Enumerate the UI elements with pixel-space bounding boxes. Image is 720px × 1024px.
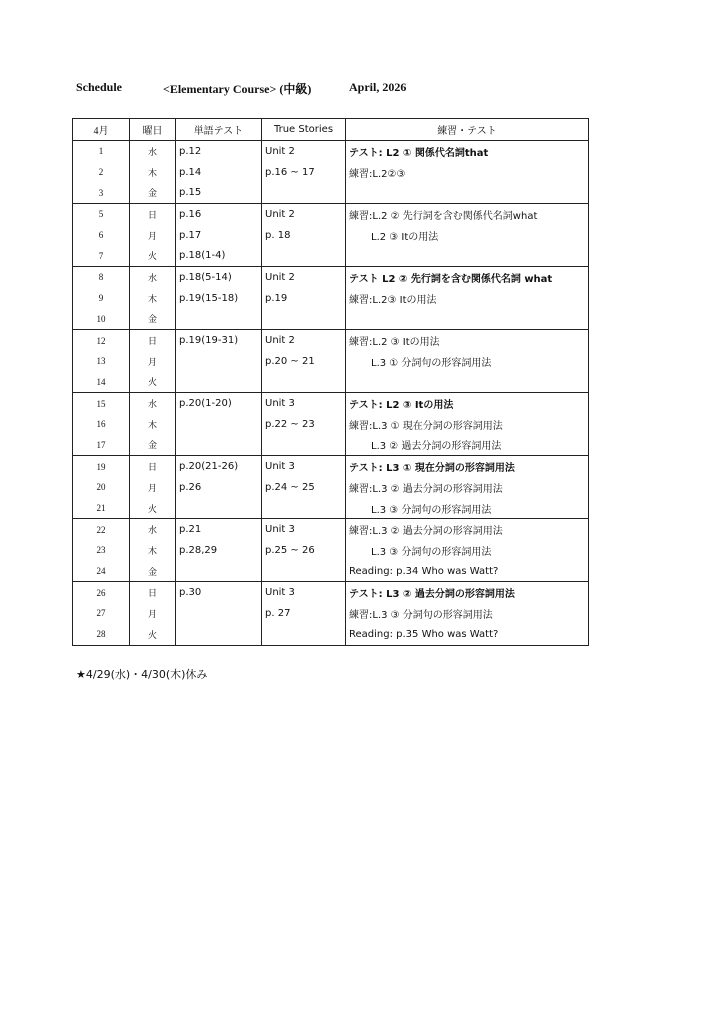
table-row — [73, 351, 589, 372]
table-row — [73, 456, 589, 477]
table-row — [73, 477, 589, 498]
true-stories-cell: p. 18 — [262, 225, 346, 246]
weekday-cell: 月 — [130, 603, 176, 624]
vocab-test-cell — [176, 351, 262, 372]
true-stories-cell: p.20 ~ 21 — [262, 351, 346, 372]
date-cell: 19 — [73, 456, 130, 477]
weekday-cell: 日 — [130, 204, 176, 225]
date-cell: 10 — [73, 309, 130, 330]
weekday-cell: 月 — [130, 351, 176, 372]
date-cell: 12 — [73, 330, 130, 351]
date-cell: 14 — [73, 372, 130, 393]
weekday-cell: 水 — [130, 519, 176, 540]
table-row — [73, 393, 589, 414]
weekday-cell: 火 — [130, 498, 176, 519]
true-stories-cell: Unit 3 — [262, 393, 346, 414]
true-stories-cell — [262, 182, 346, 203]
table-row — [73, 498, 589, 519]
practice-cell: テスト L2 ② 先行詞を含む関係代名詞 what — [346, 267, 589, 288]
vocab-test-cell: p.16 — [176, 204, 262, 225]
weekday-cell: 日 — [130, 456, 176, 477]
holiday-note: ★4/29(水)・4/30(木)休み — [76, 668, 208, 681]
date-cell: 22 — [73, 519, 130, 540]
date-cell: 26 — [73, 582, 130, 603]
date-cell: 2 — [73, 162, 130, 183]
course-title: <Elementary Course> (中級) — [163, 82, 312, 96]
table-header-row — [73, 119, 589, 141]
weekday-cell: 金 — [130, 435, 176, 456]
vocab-test-cell — [176, 372, 262, 393]
practice-cell: L.3 ③ 分詞句の形容詞用法 — [346, 540, 589, 561]
table-row — [73, 435, 589, 456]
weekday-cell: 日 — [130, 582, 176, 603]
header-vocab-test: 単語テスト — [176, 119, 262, 141]
practice-cell — [346, 372, 589, 393]
date-cell: 13 — [73, 351, 130, 372]
true-stories-cell — [262, 624, 346, 645]
vocab-test-cell: p.18(1-4) — [176, 245, 262, 266]
vocab-test-cell: p.18(5-14) — [176, 267, 262, 288]
date-cell: 17 — [73, 435, 130, 456]
practice-cell — [346, 309, 589, 330]
date-cell: 28 — [73, 624, 130, 645]
true-stories-cell: p.19 — [262, 288, 346, 309]
vocab-test-cell: p.28,29 — [176, 540, 262, 561]
table-row — [73, 162, 589, 183]
table-row — [73, 519, 589, 540]
vocab-test-cell — [176, 414, 262, 435]
weekday-cell: 水 — [130, 393, 176, 414]
practice-cell: L.3 ③ 分詞句の形容詞用法 — [346, 498, 589, 519]
date-cell: 3 — [73, 182, 130, 203]
practice-cell: 練習:L.2 ② 先行詞を含む関係代名詞what — [346, 204, 589, 225]
header-true-stories: True Stories — [262, 119, 346, 141]
vocab-test-cell: p.14 — [176, 162, 262, 183]
weekday-cell: 金 — [130, 309, 176, 330]
vocab-test-cell: p.17 — [176, 225, 262, 246]
vocab-test-cell — [176, 561, 262, 582]
table-row — [73, 182, 589, 203]
true-stories-cell: p.25 ~ 26 — [262, 540, 346, 561]
vocab-test-cell: p.15 — [176, 182, 262, 203]
true-stories-cell: p.16 ~ 17 — [262, 162, 346, 183]
practice-cell: 練習:L.3 ③ 分詞句の形容詞用法 — [346, 603, 589, 624]
vocab-test-cell: p.21 — [176, 519, 262, 540]
month-label: April, 2026 — [349, 80, 407, 94]
practice-cell: 練習:L.2 ③ Itの用法 — [346, 330, 589, 351]
schedule-body — [73, 141, 589, 646]
weekday-cell: 日 — [130, 330, 176, 351]
practice-cell: L.3 ① 分詞句の形容詞用法 — [346, 351, 589, 372]
table-row — [73, 204, 589, 225]
table-row — [73, 624, 589, 645]
table-row — [73, 582, 589, 603]
practice-cell: テスト: L3 ① 現在分詞の形容詞用法 — [346, 456, 589, 477]
vocab-test-cell: p.20(21-26) — [176, 456, 262, 477]
true-stories-cell — [262, 309, 346, 330]
weekday-cell: 木 — [130, 540, 176, 561]
weekday-cell: 月 — [130, 477, 176, 498]
true-stories-cell — [262, 435, 346, 456]
true-stories-cell: Unit 2 — [262, 330, 346, 351]
table-row — [73, 225, 589, 246]
weekday-cell: 火 — [130, 372, 176, 393]
weekday-cell: 月 — [130, 225, 176, 246]
true-stories-cell: p.24 ~ 25 — [262, 477, 346, 498]
true-stories-cell — [262, 372, 346, 393]
date-cell: 20 — [73, 477, 130, 498]
table-row — [73, 372, 589, 393]
header-weekday: 曜日 — [130, 119, 176, 141]
true-stories-cell: Unit 2 — [262, 267, 346, 288]
vocab-test-cell: p.26 — [176, 477, 262, 498]
vocab-test-cell: p.19(15-18) — [176, 288, 262, 309]
practice-cell: 練習:L.3 ① 現在分詞の形容詞用法 — [346, 414, 589, 435]
weekday-cell: 水 — [130, 141, 176, 162]
practice-cell: テスト: L2 ③ Itの用法 — [346, 393, 589, 414]
vocab-test-cell: p.19(19-31) — [176, 330, 262, 351]
weekday-cell: 木 — [130, 162, 176, 183]
table-row — [73, 267, 589, 288]
table-row — [73, 309, 589, 330]
practice-cell — [346, 182, 589, 203]
true-stories-cell: p.22 ~ 23 — [262, 414, 346, 435]
header-practice-test: 練習・テスト — [346, 119, 589, 141]
table-row — [73, 414, 589, 435]
practice-cell: 練習:L.2②③ — [346, 162, 589, 183]
header-label: Schedule — [76, 80, 123, 94]
vocab-test-cell — [176, 309, 262, 330]
date-cell: 5 — [73, 204, 130, 225]
true-stories-cell: Unit 2 — [262, 141, 346, 162]
date-cell: 6 — [73, 225, 130, 246]
date-cell: 7 — [73, 245, 130, 266]
weekday-cell: 火 — [130, 624, 176, 645]
true-stories-cell — [262, 245, 346, 266]
date-cell: 9 — [73, 288, 130, 309]
date-cell: 8 — [73, 267, 130, 288]
date-cell: 16 — [73, 414, 130, 435]
weekday-cell: 金 — [130, 561, 176, 582]
table-row — [73, 540, 589, 561]
date-cell: 1 — [73, 141, 130, 162]
true-stories-cell: p. 27 — [262, 603, 346, 624]
table-row — [73, 245, 589, 266]
practice-cell: テスト: L3 ② 過去分詞の形容詞用法 — [346, 582, 589, 603]
weekday-cell: 木 — [130, 288, 176, 309]
practice-cell: 練習:L.3 ② 過去分詞の形容詞用法 — [346, 519, 589, 540]
date-cell: 24 — [73, 561, 130, 582]
practice-cell: L.2 ③ Itの用法 — [346, 225, 589, 246]
date-cell: 23 — [73, 540, 130, 561]
practice-cell: Reading: p.35 Who was Watt? — [346, 624, 589, 645]
date-cell: 27 — [73, 603, 130, 624]
practice-cell: 練習:L.3 ② 過去分詞の形容詞用法 — [346, 477, 589, 498]
table-row — [73, 288, 589, 309]
true-stories-cell — [262, 498, 346, 519]
weekday-cell: 水 — [130, 267, 176, 288]
weekday-cell: 金 — [130, 182, 176, 203]
date-cell: 15 — [73, 393, 130, 414]
vocab-test-cell: p.12 — [176, 141, 262, 162]
true-stories-cell: Unit 3 — [262, 519, 346, 540]
true-stories-cell: Unit 3 — [262, 582, 346, 603]
true-stories-cell: Unit 3 — [262, 456, 346, 477]
vocab-test-cell: p.20(1-20) — [176, 393, 262, 414]
schedule-table — [72, 118, 589, 646]
weekday-cell: 火 — [130, 245, 176, 266]
true-stories-cell: Unit 2 — [262, 204, 346, 225]
table-row — [73, 141, 589, 162]
table-row — [73, 330, 589, 351]
table-row — [73, 561, 589, 582]
weekday-cell: 木 — [130, 414, 176, 435]
vocab-test-cell: p.30 — [176, 582, 262, 603]
vocab-test-cell — [176, 435, 262, 456]
vocab-test-cell — [176, 603, 262, 624]
practice-cell: Reading: p.34 Who was Watt? — [346, 561, 589, 582]
practice-cell: テスト: L2 ① 関係代名詞that — [346, 141, 589, 162]
practice-cell — [346, 245, 589, 266]
vocab-test-cell — [176, 624, 262, 645]
practice-cell: L.3 ② 過去分詞の形容詞用法 — [346, 435, 589, 456]
vocab-test-cell — [176, 498, 262, 519]
header-date: 4月 — [73, 119, 130, 141]
true-stories-cell — [262, 561, 346, 582]
date-cell: 21 — [73, 498, 130, 519]
practice-cell: 練習:L.2③ Itの用法 — [346, 288, 589, 309]
table-row — [73, 603, 589, 624]
